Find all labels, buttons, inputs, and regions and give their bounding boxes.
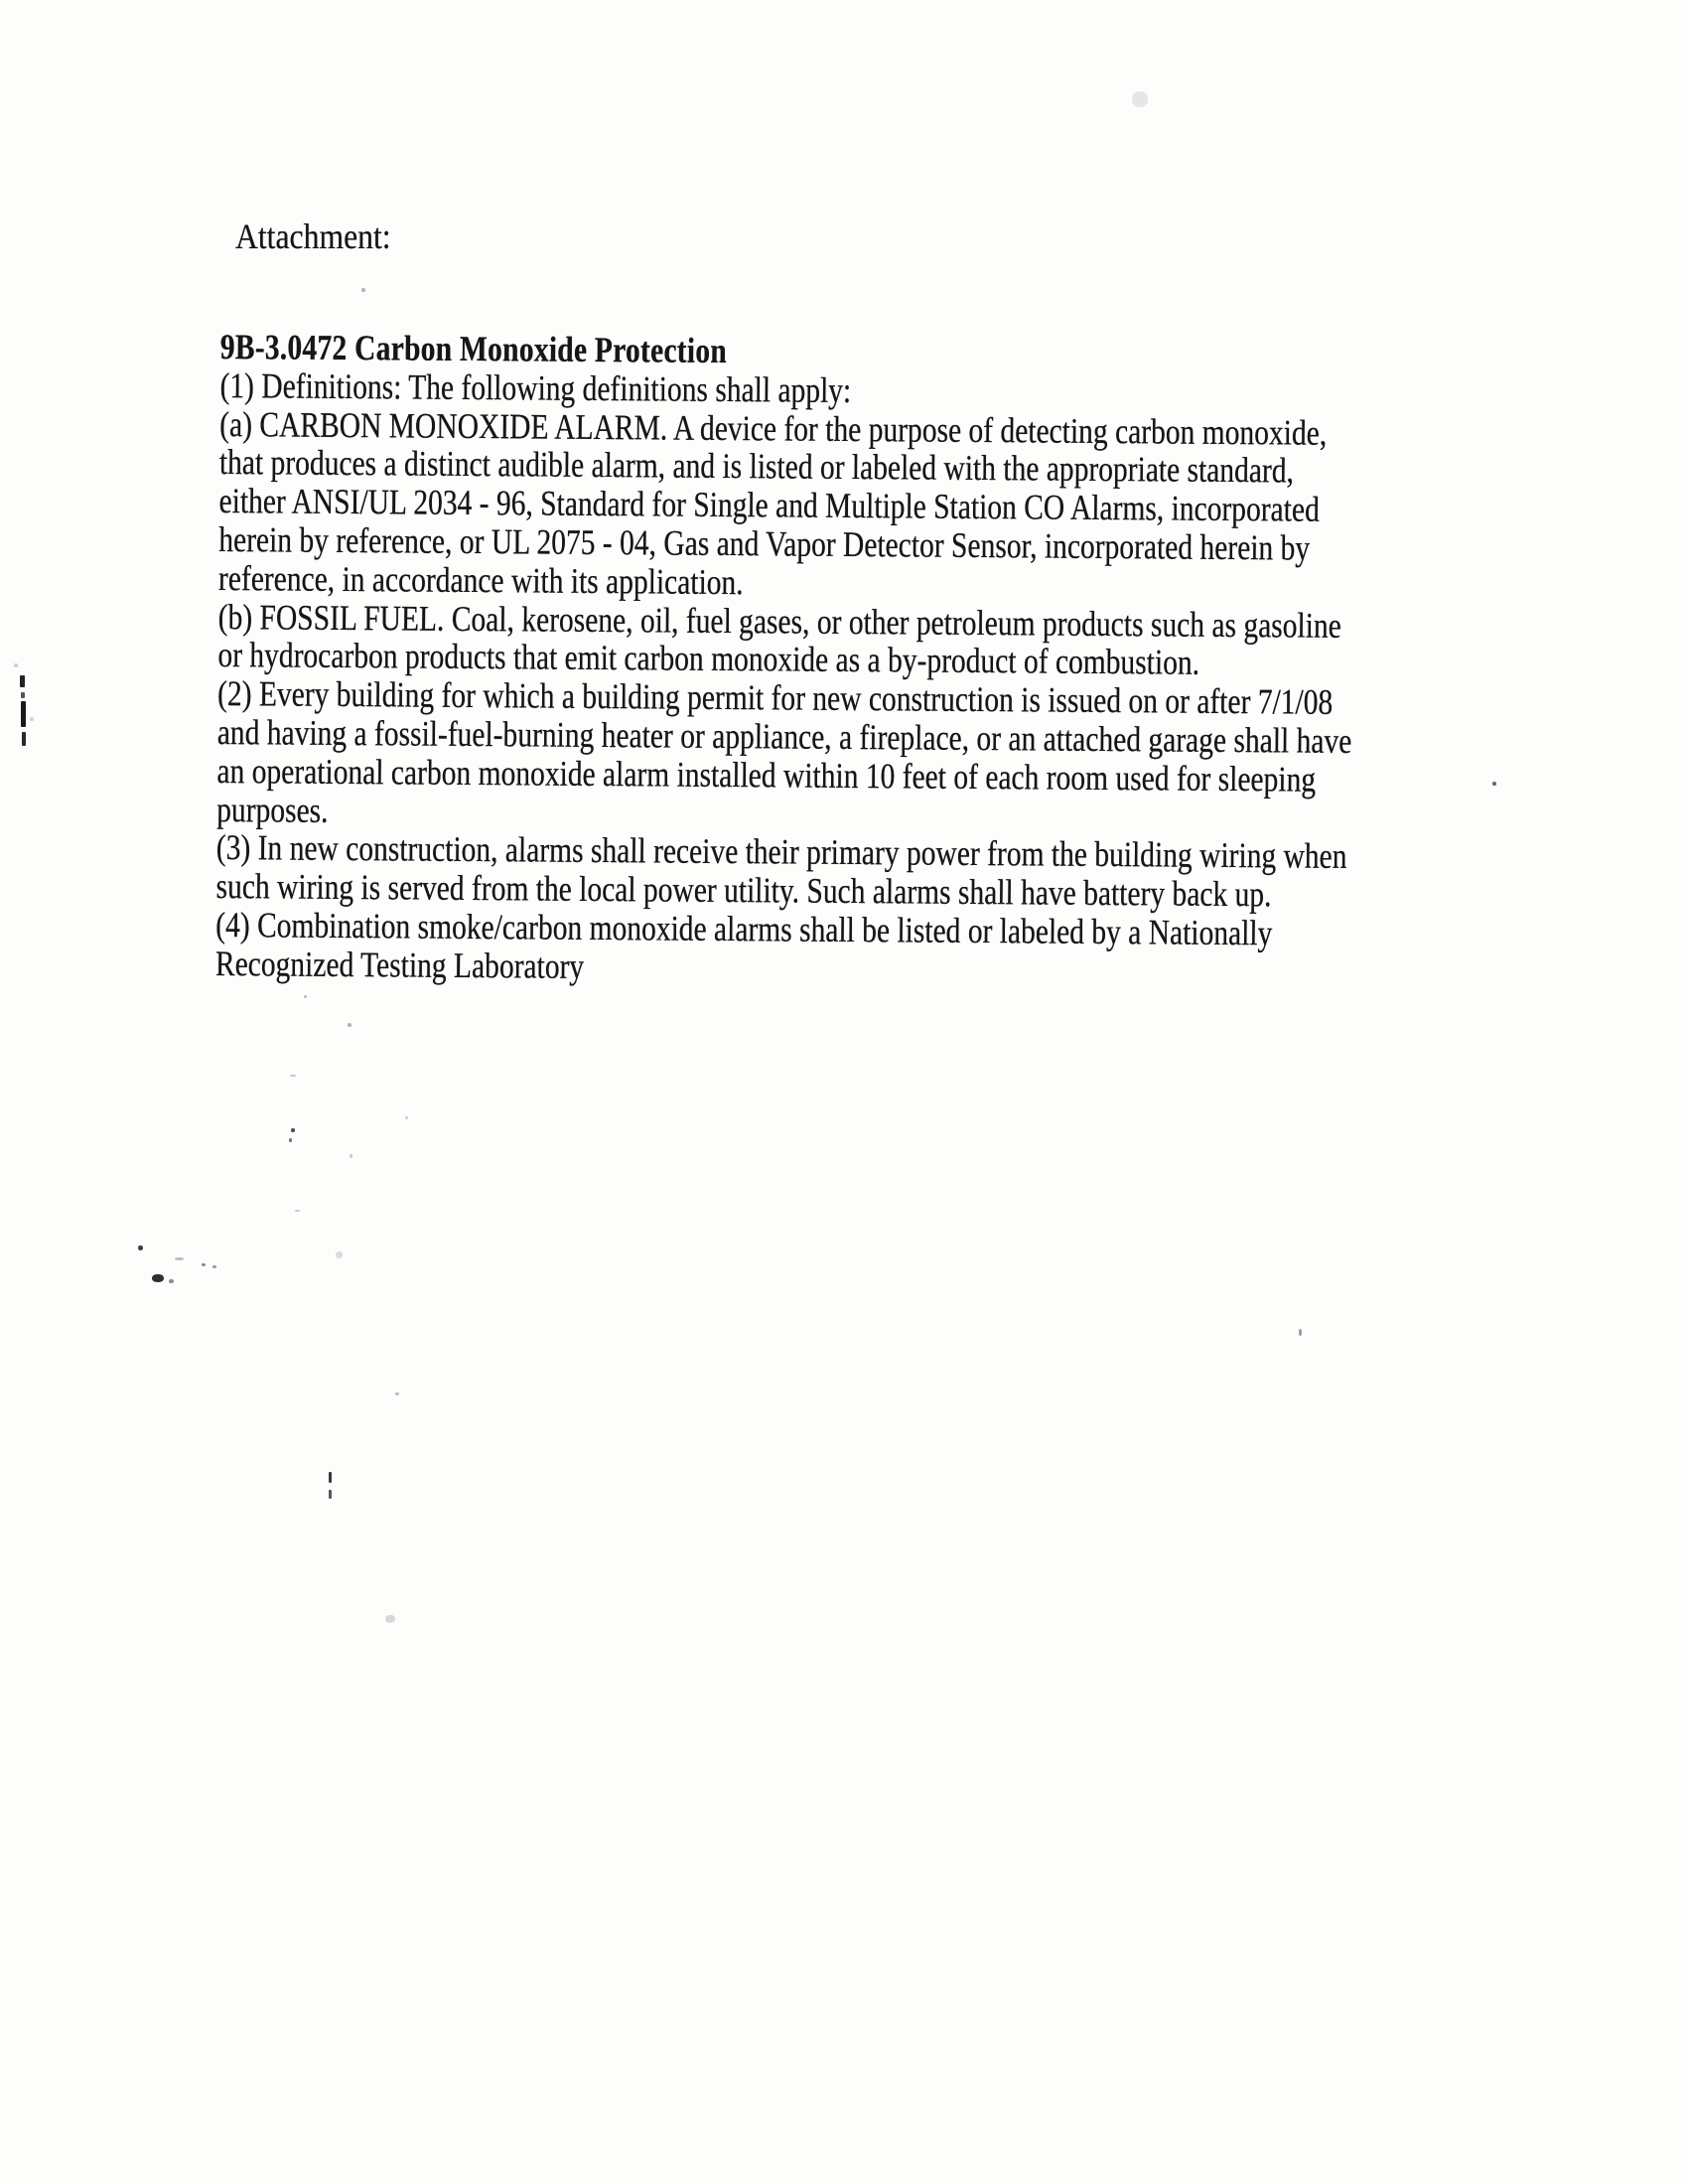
scan-artifact-speck <box>329 1490 332 1499</box>
section-heading: 9B-3.0472 Carbon Monoxide Protection <box>219 327 728 371</box>
body-line: purposes. <box>216 789 329 830</box>
scan-artifact-speck <box>304 995 307 998</box>
scan-artifact-speck <box>202 1263 206 1266</box>
scan-artifact-speck <box>1299 1329 1302 1336</box>
scan-artifact-speck <box>289 1138 292 1142</box>
body-line: (1) Definitions: The following definitions shall apply: <box>219 364 852 410</box>
body-line: such wiring is served from the local power utility. Such alarms shall have battery back up. <box>215 866 1272 915</box>
body-line: and having a fossil-fuel-burning heater or appliance, a fireplace, or an attached garage shall have <box>216 711 1352 761</box>
scan-artifact-speck <box>290 1075 296 1077</box>
scan-artifact-speck <box>1132 91 1148 107</box>
scan-artifact-speck <box>212 1265 216 1268</box>
body-line: (a) CARBON MONOXIDE ALARM. A device for the purpose of detecting carbon monoxide, <box>219 403 1328 453</box>
scan-artifact-speck <box>348 1023 352 1027</box>
scan-artifact-speck <box>329 1472 332 1483</box>
scan-artifact-edge-dash <box>22 732 26 746</box>
attachment-label: Attachment: <box>235 217 391 256</box>
scan-artifact-speck <box>14 663 18 667</box>
scan-artifact-speck <box>336 1251 343 1258</box>
scan-artifact-speck <box>295 1210 300 1212</box>
body-line: (2) Every building for which a building permit for new construction is issued on or after 7/1/08 <box>216 673 1334 722</box>
body-line: that produces a distinct audible alarm, and is listed or labeled with the appropriate standard, <box>218 442 1295 491</box>
scan-artifact-speck <box>175 1257 184 1260</box>
scan-artifact-speck <box>169 1279 174 1283</box>
scan-artifact-speck <box>1492 782 1496 786</box>
body-line: (4) Combination smoke/carbon monoxide alarms shall be listed or labeled by a Nationally <box>215 904 1273 953</box>
scan-artifact-speck <box>138 1245 143 1250</box>
body-line: an operational carbon monoxide alarm installed within 10 feet of each room used for sleeping <box>216 750 1317 800</box>
scan-artifact-speck <box>385 1615 395 1623</box>
body-line: reference, in accordance with its application. <box>217 557 744 602</box>
scan-artifact-edge-dash <box>21 692 25 698</box>
scan-artifact-speck <box>361 288 365 292</box>
body-line: Recognized Testing Laboratory <box>214 943 585 986</box>
body-line: herein by reference, or UL 2075 - 04, Gas and Vapor Detector Sensor, incorporated herein by <box>218 518 1311 568</box>
scan-artifact-speck <box>405 1116 408 1119</box>
scan-artifact-speck <box>30 717 34 721</box>
scan-artifact-speck <box>395 1392 399 1395</box>
body-line: (b) FOSSIL FUEL. Coal, kerosene, oil, fuel gases, or other petroleum products such as gasoline <box>217 596 1341 646</box>
scan-artifact-speck <box>291 1128 295 1132</box>
scan-artifact-speck <box>152 1274 164 1282</box>
section-text-block <box>215 328 1571 993</box>
scan-artifact-speck <box>350 1154 352 1158</box>
body-line: either ANSI/UL 2034 - 96, Standard for Single and Multiple Station CO Alarms, incorporated <box>218 481 1320 529</box>
scan-artifact-edge-dash <box>21 701 26 727</box>
scan-artifact-edge-dash <box>20 675 25 687</box>
body-line: (3) In new construction, alarms shall receive their primary power from the building wiring when <box>215 827 1347 877</box>
body-line: or hydrocarbon products that emit carbon monoxide as a by-product of combustion. <box>217 635 1200 683</box>
